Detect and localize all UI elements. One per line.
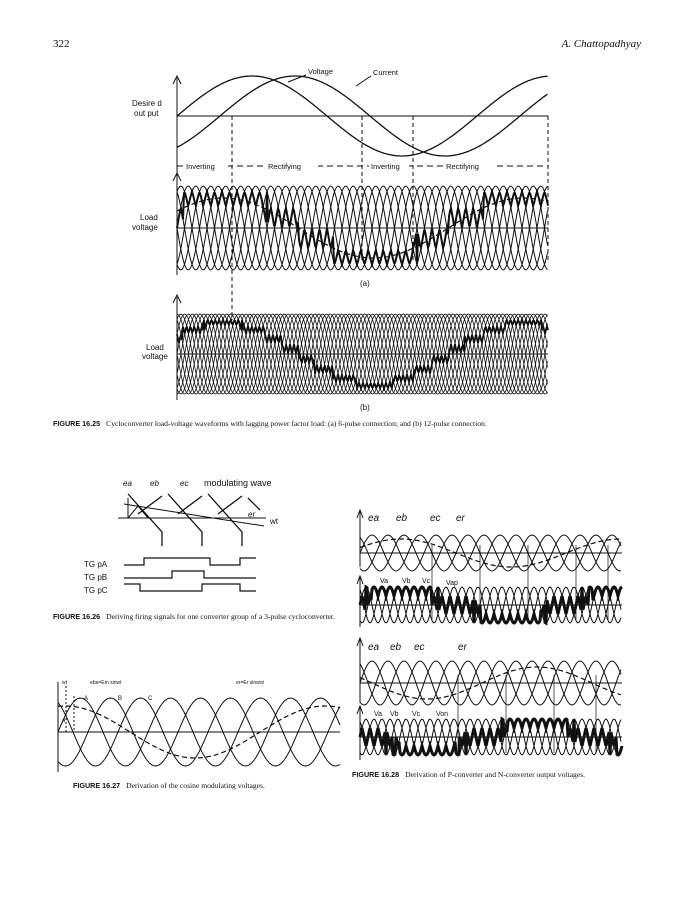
fig27-phase-c: C [148, 696, 153, 702]
running-head: A. Chattopadhyay [561, 38, 641, 50]
fig25-mode-rectifying-2: Rectifying [446, 162, 479, 171]
figure-16-25-drawing [128, 60, 568, 415]
fig26-cosine-timing-waves [128, 494, 260, 546]
fig28-bottom-vc: Vc [412, 711, 421, 718]
fig28-bottom-vb: Vb [390, 711, 399, 718]
fig25-load-voltage-b-line1: Load [146, 343, 164, 352]
figure-16-26-caption [53, 612, 343, 623]
figure-16-28-drawing [350, 505, 630, 765]
fig26-label-ec: ec [180, 479, 189, 488]
fig27-wt-label: wt [62, 680, 67, 686]
fig27-phase-a: A [84, 696, 89, 702]
fig27-phase-b: B [118, 696, 123, 702]
fig26-label-wt: wt [270, 517, 278, 526]
fig28-top-vb: Vb [402, 578, 411, 585]
fig26-tg-pa-label: TG pA [84, 560, 108, 569]
fig26-tg-pb-label: TG pB [84, 573, 108, 582]
figure-16-28-caption-label: FIGURE 16.28 [352, 770, 400, 779]
fig28-bottom-ec: ec [414, 642, 425, 653]
figure-16-25-caption-text: Cycloconverter load-voltage waveforms with lagging power factor load: (a) 6-pulse connection; and (b) 12-pulse connection. [106, 419, 487, 428]
fig27-er-label: er=Er sinwot [236, 680, 264, 686]
fig26-tg-pc-pulse [124, 584, 256, 591]
fig28-top-eb: eb [396, 513, 408, 524]
fig25-mode-inverting-1: Inverting [186, 162, 215, 171]
figure-16-27-caption [73, 781, 353, 792]
fig28-top-er: er [456, 513, 465, 524]
figure-16-26-caption-text: Deriving firing signals for one converter group of a 3-pulse cycloconverter. [106, 612, 335, 621]
fig27-eba-label: eba=Em sinwt [90, 680, 122, 686]
figure-16-28-caption-text: Derivation of P-converter and N-converter output voltages. [405, 770, 586, 779]
fig25-current-label: Current [373, 68, 399, 77]
figure-16-25-caption-label: FIGURE 16.25 [53, 419, 101, 428]
figure-16-26 [80, 470, 320, 600]
fig25-sublabel-a: (a) [360, 279, 370, 288]
fig26-tg-pc-label: TG pC [84, 586, 108, 595]
fig26-label-eb: eb [150, 479, 159, 488]
fig28-top-ea: ea [368, 513, 380, 524]
fig28-bottom-er: er [458, 642, 467, 653]
fig25-load-voltage-b-line2: voltage [142, 352, 168, 361]
fig26-tg-pa-pulse [124, 558, 256, 565]
fig25-mode-rectifying-1: Rectifying [268, 162, 301, 171]
fig28-bottom-von: Von [436, 711, 449, 718]
fig25-voltage-label: Voltage [308, 67, 334, 76]
fig25-mode-inverting-2: Inverting [371, 162, 400, 171]
fig26-label-er: er [248, 510, 256, 519]
fig28-bottom-ea: ea [368, 642, 380, 653]
fig28-top-ec: ec [430, 513, 441, 524]
fig28-top-vc: Vc [422, 578, 431, 585]
figure-16-28 [350, 505, 630, 765]
fig28-bottom-eb: eb [390, 642, 402, 653]
fig28-bottom-va: Va [374, 711, 383, 718]
figure-16-27-caption-text: Derivation of the cosine modulating voltages. [126, 781, 265, 790]
fig25-desired-output-line2: out put [134, 109, 159, 118]
fig27-alpha-label: a [62, 718, 66, 724]
fig28-top-vap: Vap [446, 580, 458, 587]
fig25-load-voltage-a-line2: voltage [132, 223, 158, 232]
fig25-load-voltage-a-line1: Load [140, 213, 158, 222]
fig28-top-va: Va [380, 578, 389, 585]
figure-16-26-caption-label: FIGURE 16.26 [53, 612, 101, 621]
figure-16-25 [128, 60, 568, 415]
fig25-desired-output-line1: Desire d [132, 99, 162, 108]
figure-16-27 [50, 672, 345, 777]
figure-16-26-drawing [80, 470, 320, 600]
fig25-sublabel-b: (b) [360, 403, 370, 412]
fig25-current-pointer [356, 76, 371, 86]
fig26-modulating-wave-label: modulating wave [204, 478, 272, 488]
fig26-tg-pb-pulse [124, 571, 256, 578]
figure-16-25-caption [53, 419, 653, 430]
figure-16-27-drawing [50, 672, 345, 777]
page-number: 322 [53, 38, 70, 50]
figure-16-28-caption [352, 770, 642, 781]
fig26-label-ea: ea [123, 479, 132, 488]
figure-16-27-caption-label: FIGURE 16.27 [73, 781, 121, 790]
